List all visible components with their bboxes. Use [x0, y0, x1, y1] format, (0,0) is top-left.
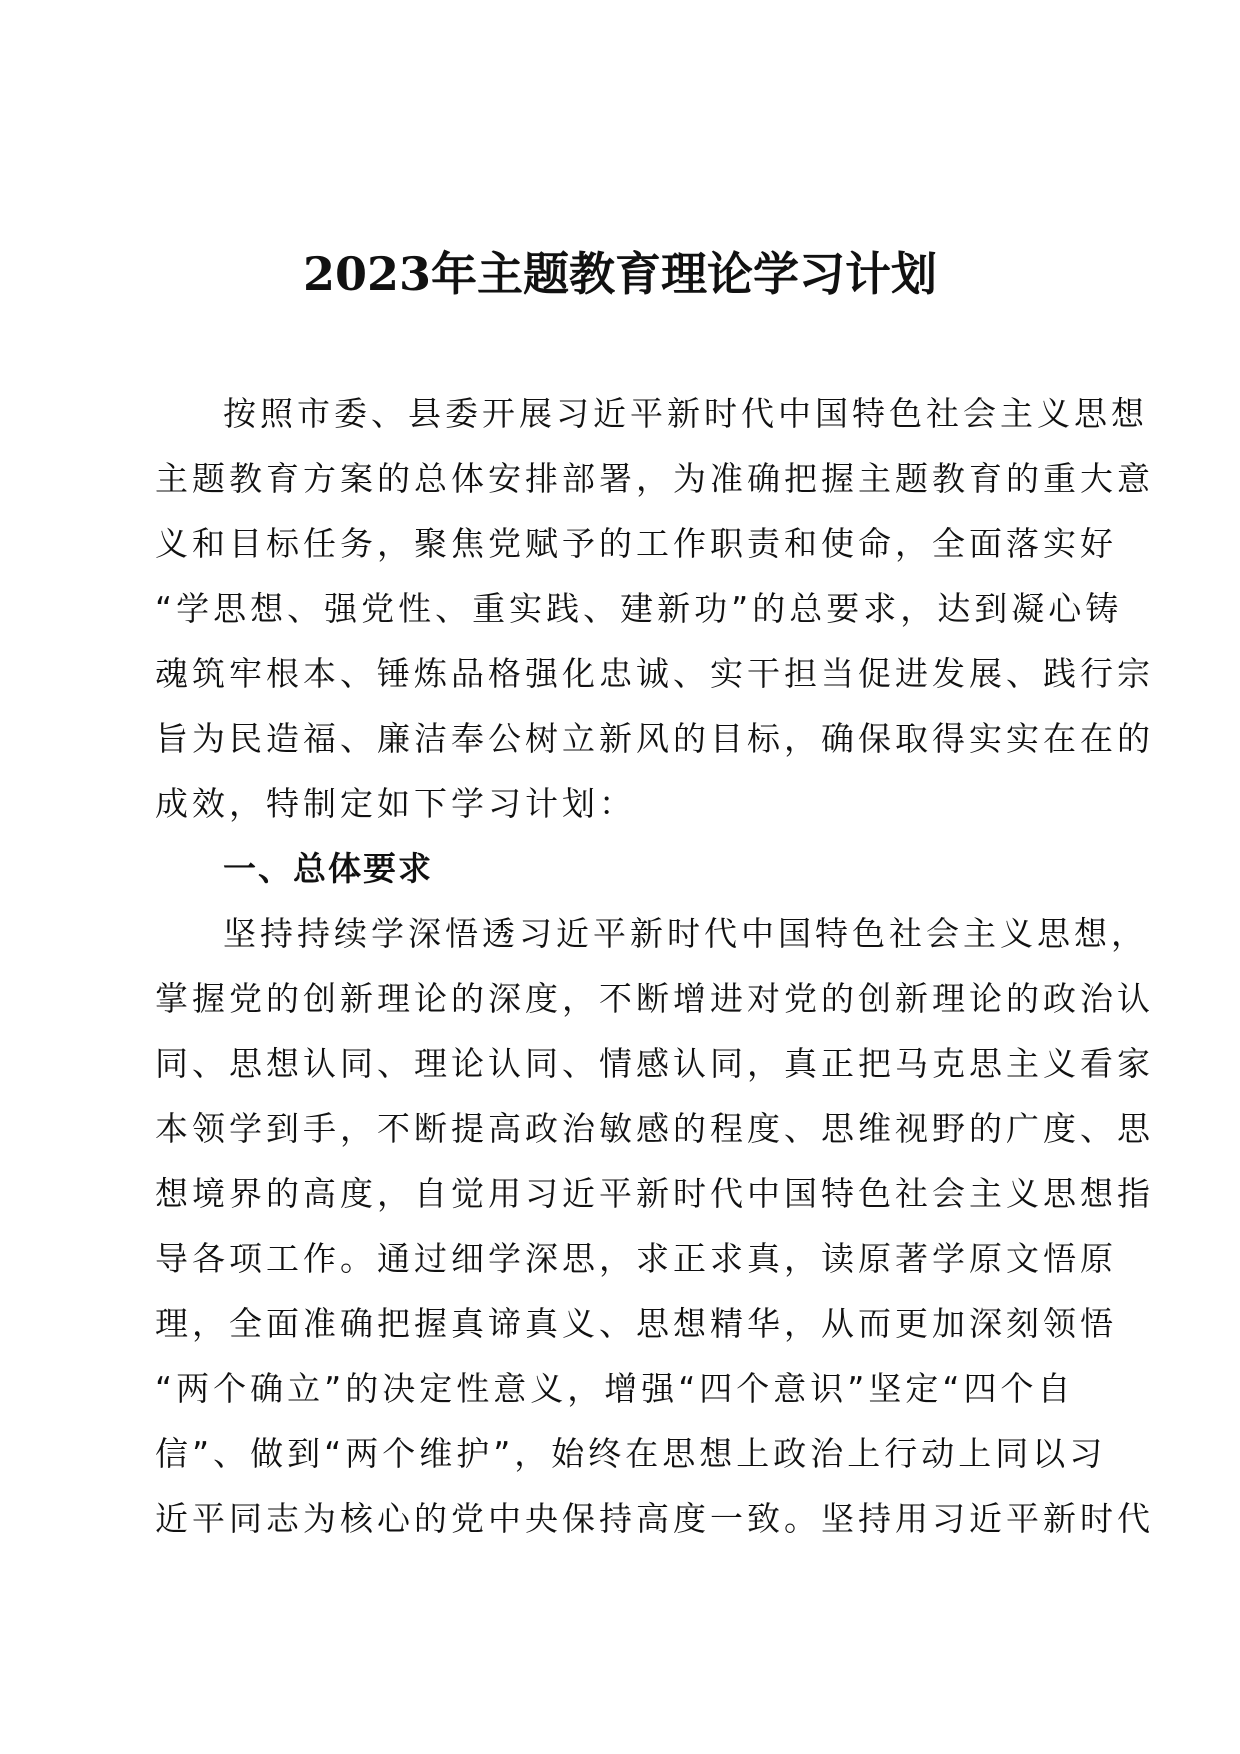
paragraph-line: 义和目标任务，聚焦党赋予的工作职责和使命，全面落实好: [155, 524, 1117, 563]
paragraph-line: 导各项工作。通过细学深思，求正求真，读原著学原文悟原: [155, 1239, 1117, 1278]
paragraph-line: 理，全面准确把握真谛真义、思想精华，从而更加深刻领悟: [155, 1304, 1117, 1343]
paragraph-line: 主题教育方案的总体安排部署，为准确把握主题教育的重大意: [155, 459, 1154, 498]
paragraph-line: 想境界的高度，自觉用习近平新时代中国特色社会主义思想指: [155, 1174, 1154, 1213]
paragraph-line: 魂筑牢根本、锤炼品格强化忠诚、实干担当促进发展、践行宗: [155, 654, 1154, 693]
paragraph-line: 信”、做到“两个维护”，始终在思想上政治上行动上同以习: [155, 1434, 1107, 1473]
paragraph-line: 坚持持续学深悟透习近平新时代中国特色社会主义思想，: [223, 914, 1148, 953]
paragraph-line: 按照市委、县委开展习近平新时代中国特色社会主义思想: [223, 394, 1148, 433]
paragraph-line: 本领学到手，不断提高政治敏感的程度、思维视野的广度、思: [155, 1109, 1154, 1148]
document-body: [155, 381, 1154, 1551]
paragraph-line: “两个确立”的决定性意义，增强“四个意识”坚定“四个自: [155, 1369, 1075, 1408]
document-title: 2023年主题教育理论学习计划: [302, 247, 938, 301]
paragraph-line: 同、思想认同、理论认同、情感认同，真正把马克思主义看家: [155, 1044, 1154, 1083]
section-heading: 一、总体要求: [223, 849, 433, 888]
paragraph-line: 旨为民造福、廉洁奉公树立新风的目标，确保取得实实在在的: [155, 719, 1154, 758]
paragraph-line: 近平同志为核心的党中央保持高度一致。坚持用习近平新时代: [155, 1499, 1154, 1538]
paragraph-line: 掌握党的创新理论的深度，不断增进对党的创新理论的政治认: [155, 979, 1154, 1018]
paragraph-line: 成效，特制定如下学习计划：: [155, 784, 636, 823]
paragraph-line: “学思想、强党性、重实践、建新功”的总要求，达到凝心铸: [155, 589, 1123, 628]
